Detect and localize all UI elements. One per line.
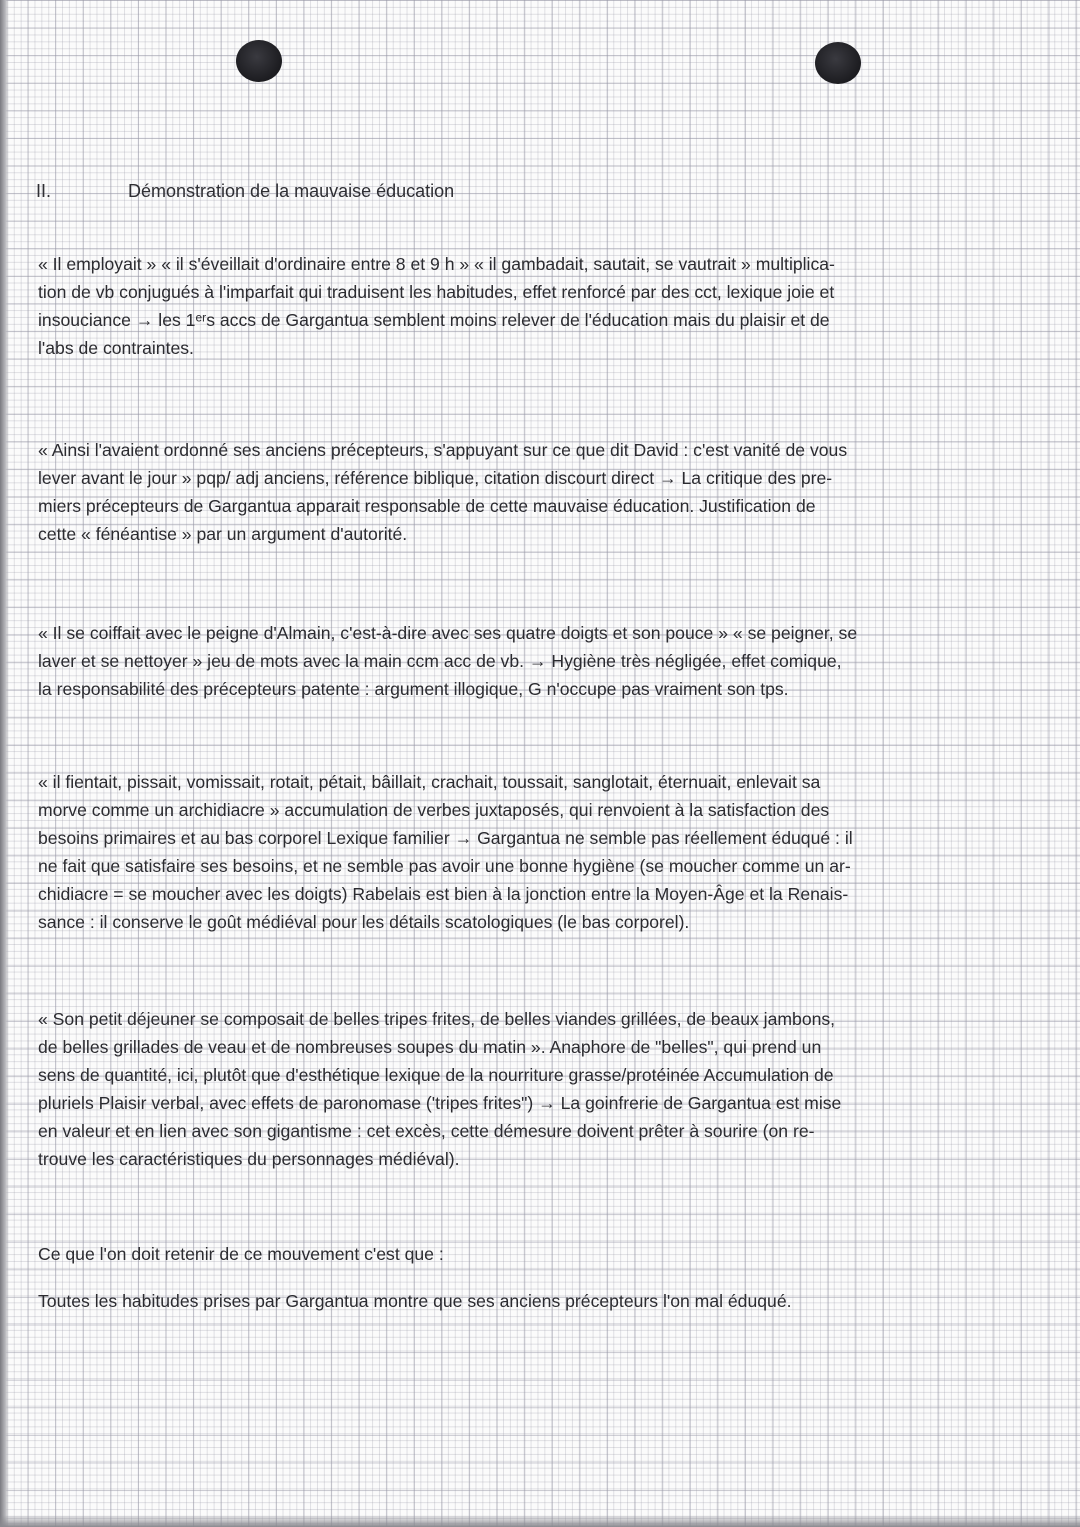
text-line: pluriels Plaisir verbal, avec effets de paronomase ('tripes frites") → La goinfrerie de Gargantua est mise: [38, 1093, 842, 1113]
paragraph-1: [38, 250, 1006, 362]
text-line: miers précepteurs de Gargantua apparait responsable de cette mauvaise éducation. Justification de: [38, 496, 816, 516]
text-line: cette « fénéantise » par un argument d'autorité.: [38, 524, 408, 544]
text-line: « il fientait, pissait, vomissait, rotait, pétait, bâillait, crachait, toussait, sanglotait, éternuait, enlevait sa: [38, 772, 821, 792]
text-line: lever avant le jour » pqp/ adj anciens, référence biblique, citation discourt direct → La critique des pre-: [38, 468, 833, 488]
text-line: besoins primaires et au bas corporel Lexique familier → Gargantua ne semble pas réellement éduqué : il: [38, 828, 853, 848]
text-line: insouciance → les 1ᵉʳs accs de Gargantua semblent moins relever de l'éducation mais du plaisir et de: [38, 310, 830, 330]
text-line: « Son petit déjeuner se composait de belles tripes frites, de belles viandes grillées, de beaux jambons,: [38, 1009, 836, 1029]
text-line: sens de quantité, ici, plutôt que d'esthétique lexique de la nourriture grasse/protéinée Accumulation de: [38, 1065, 834, 1085]
punch-hole-right: [815, 42, 861, 84]
text-line: laver et se nettoyer » jeu de mots avec la main ccm acc de vb. → Hygiène très négligée, effet comique,: [38, 651, 842, 671]
conclusion-intro: [38, 1240, 1006, 1268]
paragraph-2: [38, 436, 1006, 548]
text-line: Ce que l'on doit retenir de ce mouvement c'est que :: [38, 1244, 444, 1264]
text-line: l'abs de contraintes.: [38, 338, 194, 358]
text-line: tion de vb conjugués à l'imparfait qui traduisent les habitudes, effet renforcé par des cct, lexique joie et: [38, 282, 835, 302]
paragraph-4: [38, 768, 1006, 936]
text-line: chidiacre = se moucher avec les doigts) Rabelais est bien à la jonction entre la Moyen-Âge et la Renais-: [38, 884, 849, 904]
paragraph-5: [38, 1005, 1006, 1173]
page-left-edge: [0, 0, 9, 1527]
punch-hole-left: [236, 40, 282, 82]
text-line: sance : il conserve le goût médiéval pour les détails scatologiques (le bas corporel).: [38, 912, 690, 932]
section-title: Démonstration de la mauvaise éducation: [128, 181, 455, 201]
text-line: de belles grillades de veau et de nombreuses soupes du matin ». Anaphore de "belles", qui prend un: [38, 1037, 822, 1057]
text-line: la responsabilité des précepteurs patente : argument illogique, G n'occupe pas vraiment son tps.: [38, 679, 789, 699]
text-line: en valeur et en lien avec son gigantisme : cet excès, cette démesure doivent prêter à sourire (on re-: [38, 1121, 815, 1141]
text-line: trouve les caractéristiques du personnages médiéval).: [38, 1149, 460, 1169]
text-line: ne fait que satisfaire ses besoins, et ne semble pas avoir une bonne hygiène (se moucher comme un ar-: [38, 856, 851, 876]
text-line: « Il se coiffait avec le peigne d'Almain, c'est-à-dire avec ses quatre doigts et son pouce » « se peigner, se: [38, 623, 858, 643]
conclusion-statement: [38, 1287, 1006, 1315]
text-line: « Ainsi l'avaient ordonné ses anciens précepteurs, s'appuyant sur ce que dit David : c'est vanité de vous: [38, 440, 848, 460]
text-line: Toutes les habitudes prises par Gargantua montre que ses anciens précepteurs l'on mal éduqué.: [38, 1291, 792, 1311]
page-bottom-edge: [0, 1515, 1080, 1527]
paragraph-3: [38, 619, 1006, 703]
text-line: morve comme un archidiacre » accumulation de verbes juxtaposés, qui renvoient à la satisfaction des: [38, 800, 830, 820]
text-line: « Il employait » « il s'éveillait d'ordinaire entre 8 et 9 h » « il gambadait, sautait, se vautrait » multiplica-: [38, 254, 835, 274]
section-number: II.: [36, 181, 52, 201]
